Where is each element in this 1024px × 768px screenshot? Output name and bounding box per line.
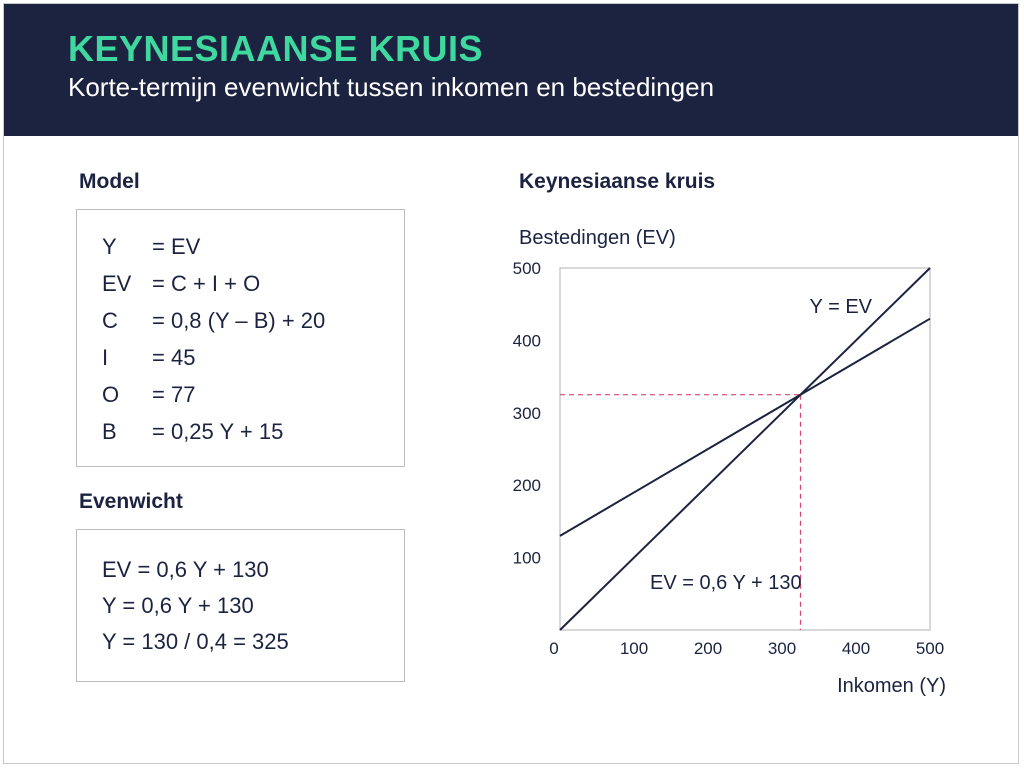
model-variable: I: [102, 345, 109, 370]
y-tick-label: 400: [512, 331, 541, 351]
y-tick-label: 500: [512, 259, 541, 278]
model-definition: = 45: [152, 345, 196, 370]
series-label-y-equals-ev: Y = EV: [809, 296, 872, 318]
model-variable: O: [102, 382, 120, 407]
x-tick-label: 500: [915, 639, 945, 658]
model-definition: = C + I + O: [152, 271, 261, 296]
x-tick-label: 400: [841, 639, 871, 658]
equilibrium-heading: Evenwicht: [79, 490, 183, 513]
model-variable: Y: [102, 234, 117, 259]
model-variable: B: [102, 419, 117, 444]
chart-title: Keynesiaanse kruis: [519, 170, 716, 193]
x-tick-label: 200: [693, 639, 723, 658]
model-definition: = 77: [152, 382, 196, 407]
model-variable: EV: [102, 271, 132, 296]
model-variable: C: [102, 308, 118, 333]
model-definition: = EV: [152, 234, 201, 259]
model-definition: = 0,8 (Y – B) + 20: [152, 308, 326, 333]
series-label-ev: EV = 0,6 Y + 130: [650, 572, 802, 594]
series-line-ev: [560, 319, 930, 536]
y-tick-label: 200: [512, 476, 541, 496]
equilibrium-line: Y = 0,6 Y + 130: [102, 593, 254, 618]
y-axis-label: Bestedingen (EV): [519, 227, 676, 249]
equilibrium-line: EV = 0,6 Y + 130: [102, 557, 269, 582]
slide-title: KEYNESIAANSE KRUIS: [68, 28, 484, 69]
y-tick-label: 100: [512, 548, 541, 568]
equilibrium-line: Y = 130 / 0,4 = 325: [102, 629, 289, 654]
model-definition: = 0,25 Y + 15: [152, 419, 284, 444]
x-tick-label: 300: [767, 639, 797, 658]
x-tick-label: 100: [619, 639, 649, 658]
y-tick-label: 300: [512, 403, 541, 423]
x-axis-label: Inkomen (Y): [837, 675, 946, 697]
x-tick-label: 0: [549, 639, 559, 658]
model-heading: Model: [79, 170, 140, 193]
slide-subtitle: Korte-termijn evenwicht tussen inkomen en bestedingen: [68, 72, 715, 102]
